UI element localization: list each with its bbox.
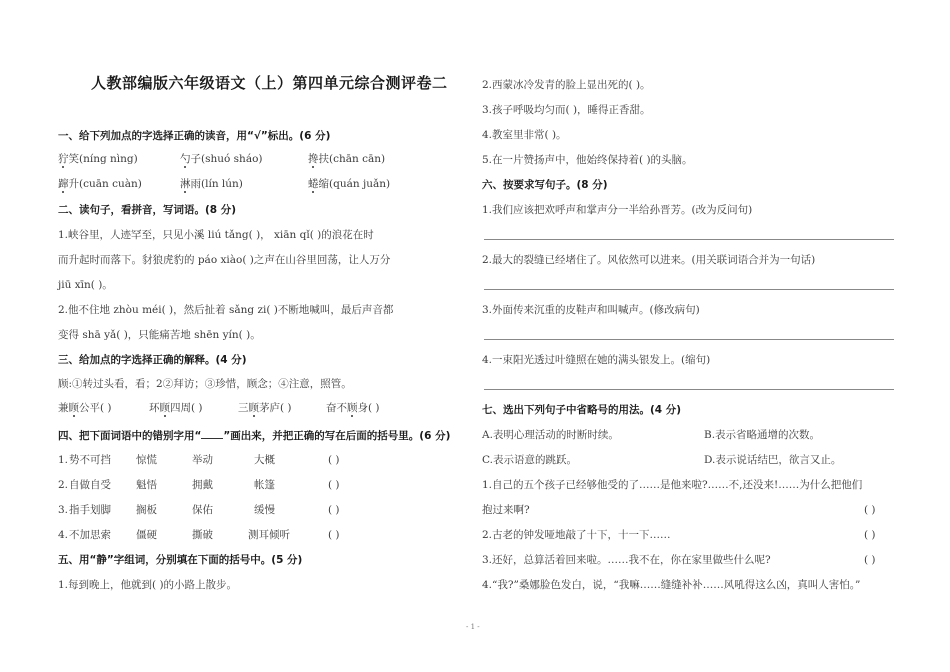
word-pre: 环	[149, 402, 160, 414]
section3-heading: 三、给加点的字选择正确的解释。(4 分)	[58, 354, 247, 366]
section6-item: 2.最大的裂缝已经堵住了。风依然可以进来。(用关联词语合并为一句话)	[482, 254, 816, 266]
pinyin-item	[58, 152, 138, 166]
word-pre: 三	[238, 402, 249, 414]
answer-blank[interactable]: ( )	[864, 554, 876, 566]
section7-item: 4.“我?”桑娜脸色发白，说，“我嘛……缝缝补补……风吼得这么凶，真叫人害怕。”	[482, 579, 861, 591]
pinyin-options: (níng nìng)	[79, 153, 138, 165]
dotted-char: 蹿	[58, 178, 69, 190]
section6-item: 4.一束阳光透过叶缝照在她的满头银发上。(缩句)	[482, 354, 711, 366]
dotted-char: 蜷	[308, 178, 319, 190]
pinyin-options: (chān cān)	[329, 153, 386, 165]
dotted-char: 勺	[180, 153, 191, 165]
answer-blank[interactable]: ( )	[328, 529, 340, 541]
word-post: 茅庐( )	[259, 402, 292, 414]
answer-blank[interactable]: ( )	[864, 529, 876, 541]
word: 势不可挡	[69, 454, 111, 466]
word: 惊慌	[136, 454, 157, 466]
word: 测耳倾听	[248, 529, 290, 541]
answer-line[interactable]	[484, 289, 894, 290]
word-post: 身( )	[357, 402, 380, 414]
row-number: 4.	[58, 529, 69, 541]
row-number: 2.	[58, 479, 69, 491]
word: 魁悟	[136, 479, 157, 491]
dotted-char: 狞	[58, 153, 69, 165]
section7-item-cont: 抱过来啊?	[482, 504, 530, 516]
word-rest: 扶	[318, 153, 329, 165]
underline-mark	[201, 428, 223, 439]
section4-row	[58, 478, 473, 492]
option-a: A.表明心理活动的时断时续。	[482, 429, 619, 441]
pinyin-options: (cuān cuàn)	[79, 178, 142, 190]
pinyin-options: (quán juǎn)	[329, 178, 391, 190]
answer-blank[interactable]: ( )	[328, 454, 340, 466]
word: 保佑	[192, 504, 213, 516]
word-rest: 缩	[318, 178, 329, 190]
pinyin-item	[58, 177, 142, 191]
section6-item: 3.外面传来沉重的皮鞋声和叫喊声。(修改病句)	[482, 304, 700, 316]
dotted-char: 搀	[308, 153, 319, 165]
section5-item: 3.孩子呼吸均匀而( )，睡得正香甜。	[482, 104, 651, 116]
section7-item: 3.还好，总算活着回来啦。……我不在，你在家里做些什么呢?	[482, 554, 771, 566]
word: 不加思索	[69, 529, 111, 541]
answer-line[interactable]	[484, 339, 894, 340]
word-post: 四周( )	[170, 402, 203, 414]
answer-line[interactable]	[484, 389, 894, 390]
dotted-char: 顾	[347, 402, 358, 414]
word: 搁板	[136, 504, 157, 516]
pinyin-item	[308, 152, 385, 166]
meaning-item	[326, 401, 380, 415]
word-pre: 奋不	[326, 402, 347, 414]
section2-heading: 二、读句子，看拼音，写词语。(8 分)	[58, 204, 237, 216]
option-c: C.表示语意的跳跃。	[482, 454, 577, 466]
word: 自做自受	[69, 479, 111, 491]
pinyin-options: (lín lún)	[201, 178, 243, 190]
section7-item: 1.自己的五个孩子已经够他受的了……是他来啦?……不,还没来!……为什么把他们	[482, 479, 863, 491]
section2-line: 而升起时而落下。豺狼虎豹的 páo xiào( )之声在山谷里回荡，让人万分	[58, 254, 391, 266]
section1-row1	[58, 152, 473, 166]
answer-line[interactable]	[484, 239, 894, 240]
word-rest: 雨	[190, 178, 201, 190]
word-rest: 笑	[68, 153, 79, 165]
pinyin-item	[308, 177, 390, 191]
row-number: 1.	[58, 454, 69, 466]
option-d: D.表示说话结巴，欲言又止。	[704, 454, 842, 466]
heading-post: ”画出来，并把正确的写在后面的括号里。(6 分)	[223, 430, 451, 442]
section5-item: 5.在一片赞扬声中，他始终保持着( )的头脑。	[482, 154, 693, 166]
answer-blank[interactable]: ( )	[864, 504, 876, 516]
pinyin-item	[180, 177, 243, 191]
section7-item: 2.古老的钟发哑地敲了十下，十一下……	[482, 529, 671, 541]
section2-line: 1.峡谷里，人迹罕至，只见小溪 liú tǎng( )， xiān qǐ( )的浪花在时	[58, 229, 374, 241]
section5-item: 2.西蒙冰冷发青的脸上显出死的( )。	[482, 79, 651, 91]
answer-blank[interactable]: ( )	[328, 504, 340, 516]
section3-definition: 顾:①转过头看，看；2②拜访；③珍惜，顾念；④注意，照管。	[58, 378, 352, 390]
section2-line: 变得 shā yǎ( )，只能痛苦地 shēn yín( )。	[58, 329, 261, 341]
meaning-item	[149, 401, 203, 415]
option-b: B.表示省略通增的次数。	[704, 429, 821, 441]
section6-item: 1.我们应该把欢呼声和掌声分一半给孙晋芳。(改为反问句)	[482, 204, 753, 216]
dotted-char: 顾	[68, 402, 79, 414]
section3-items	[58, 401, 473, 415]
word: 僵硬	[136, 529, 157, 541]
section4-row	[58, 528, 473, 542]
section5-item: 4.教室里非常( )。	[482, 129, 567, 141]
word: 撕破	[192, 529, 213, 541]
meaning-item	[58, 401, 112, 415]
section6-heading: 六、按要求写句子。(8 分)	[482, 179, 608, 191]
word: 缓慢	[254, 504, 275, 516]
pinyin-options: (shuó sháo)	[201, 153, 263, 165]
word-rest: 升	[68, 178, 79, 190]
word: 拥戴	[192, 479, 213, 491]
page-title: 人教部编版六年级语文（上）第四单元综合测评卷二	[91, 74, 448, 92]
pinyin-item	[180, 152, 263, 166]
word: 指手划脚	[69, 504, 111, 516]
row-number: 3.	[58, 504, 69, 516]
section1-heading: 一、给下列加点的字选择正确的读音，用“√”标出。(6 分)	[58, 130, 331, 142]
word-post: 公平( )	[79, 402, 112, 414]
section4-heading	[58, 428, 450, 443]
word-rest: 子	[190, 153, 201, 165]
dotted-char: 淋	[180, 178, 191, 190]
section4-row	[58, 453, 473, 467]
section2-line: 2.他不住地 zhòu méi( )，然后扯着 sǎng zi( )不断地喊叫，最后声音都	[58, 304, 394, 316]
section5-heading: 五、用“静”字组词，分别填在下面的括号中。(5 分)	[58, 554, 303, 566]
section4-row	[58, 503, 473, 517]
section5-item: 1.每到晚上，他就到( )的小路上散步。	[58, 579, 238, 591]
answer-blank[interactable]: ( )	[328, 479, 340, 491]
section7-heading: 七、选出下列句子中省略号的用法。(4 分)	[482, 404, 682, 416]
dotted-char: 顾	[159, 402, 170, 414]
dotted-char: 顾	[248, 402, 259, 414]
section1-row2	[58, 177, 473, 191]
heading-pre: 四、把下面词语中的错别字用“	[58, 430, 202, 442]
meaning-item	[238, 401, 292, 415]
word-pre: 兼	[58, 402, 69, 414]
word: 大概	[254, 454, 275, 466]
word: 帐篷	[254, 479, 275, 491]
section2-line: jiū xīn( )。	[58, 279, 113, 291]
page-number: - 1 -	[466, 623, 480, 631]
word: 举动	[192, 454, 213, 466]
